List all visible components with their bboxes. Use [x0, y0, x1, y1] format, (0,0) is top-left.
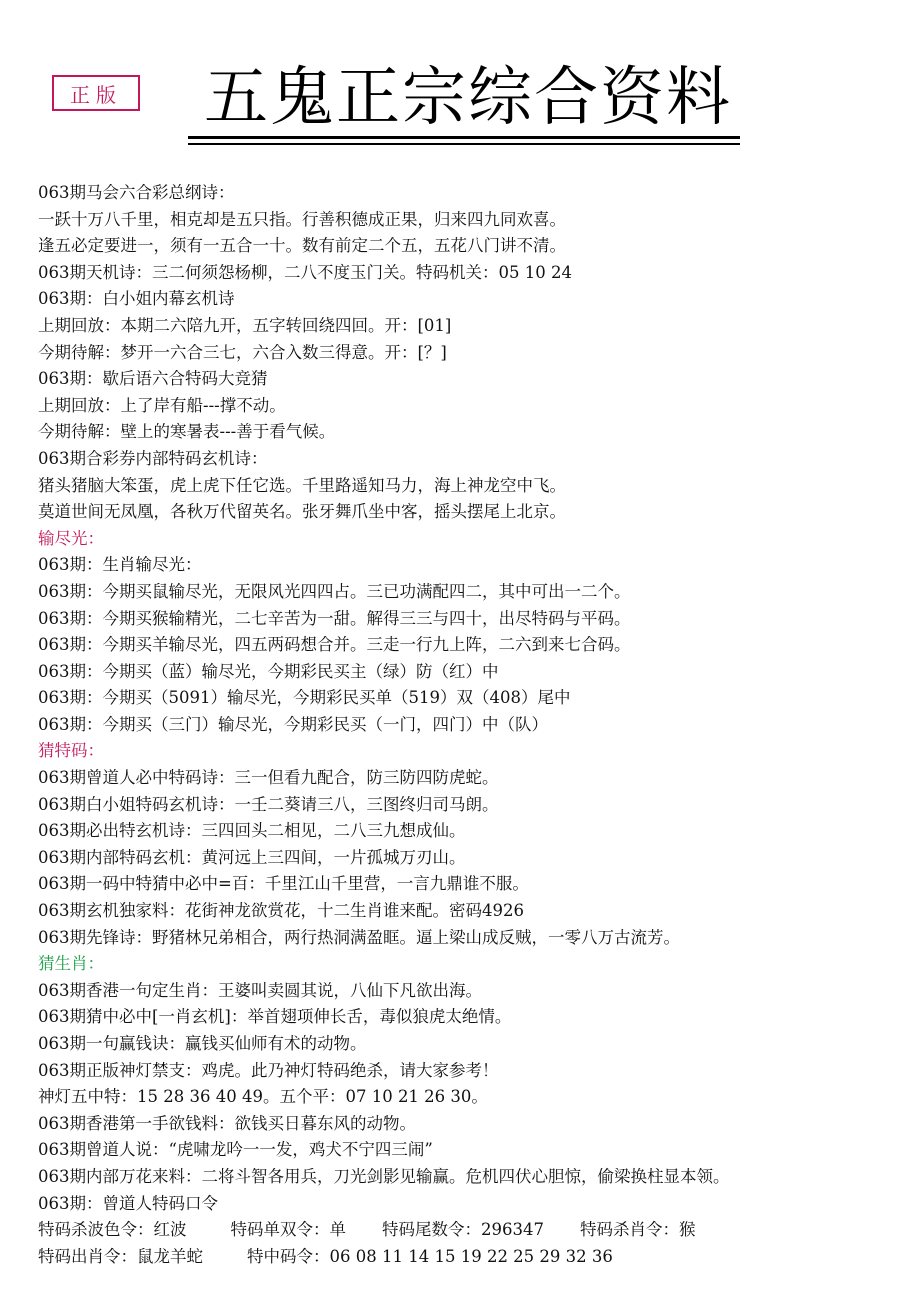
- text-line: 逢五必定要进一，须有一五合一十。数有前定二个五，五花八门讲不清。: [38, 236, 566, 256]
- text-line: 063期内部特码玄机：黄河远上三四间，一片孤城万刃山。: [38, 847, 466, 867]
- text-line: 063期猜中必中[一肖玄机]：举首翅项伸长舌，毒似狼虎太绝情。: [38, 1007, 512, 1027]
- text-line: 063期玄机独家料：花街神龙欲赏花，十二生肖谁来配。密码4926: [38, 901, 524, 921]
- tail-number-command: 特码尾数令：296347: [382, 1220, 544, 1240]
- text-line: 063期：今期买（5091）输尽光，今期彩民买单（519）双（408）尾中: [38, 688, 571, 708]
- title-underline-thin: [188, 143, 740, 145]
- text-line: 今期待解：梦开一六合三七，六合入数三得意。开：[？]: [38, 342, 447, 362]
- hit-number-command: 特中码令：06 08 11 14 15 19 22 25 29 32 36: [247, 1246, 613, 1266]
- text-line: 上期回放：本期二六陪九开，五字转回绕四回。开：[01]: [38, 315, 452, 335]
- text-line: 猪头猪脑大笨蛋，虎上虎下任它选。千里路遥知马力，海上神龙空中飞。: [38, 475, 566, 495]
- document-body: [38, 180, 888, 1270]
- text-line: 063期：歇后语六合特码大竞猜: [38, 369, 268, 389]
- text-line: 063期：白小姐内幕玄机诗: [38, 289, 235, 309]
- text-line: 063期一码中特猜中必中=百：千里江山千里营，一言九鼎谁不服。: [38, 874, 529, 894]
- text-line: 063期：今期买猴输精光，二七辛苦为一甜。解得三三与四十，出尽特码与平码。: [38, 608, 631, 628]
- text-line: 063期香港第一手欲钱料：欲钱买日暮东风的动物。: [38, 1113, 416, 1133]
- text-line: 063期正版神灯禁支：鸡虎。此乃神灯特码绝杀，请大家参考！: [38, 1060, 499, 1080]
- text-line: 063期曾道人必中特码诗：三一但看九配合，防三防四防虎蛇。: [38, 768, 499, 788]
- text-line: 063期先锋诗：野猪林兄弟相合，两行热洞满盈眶。逼上梁山成反贼，一零八万古流芳。: [38, 927, 680, 947]
- text-line: 莫道世间无凤凰，各秋万代留英名。张牙舞爪坐中客，摇头摆尾上北京。: [38, 502, 566, 522]
- text-line: 063期：今期买鼠输尽光，无限风光四四占。三已功满配四二，其中可出一二个。: [38, 581, 631, 601]
- text-line: 063期马会六合彩总纲诗：: [38, 183, 235, 202]
- text-line: 063期合彩券内部特码玄机诗：: [38, 448, 268, 468]
- section-heading: 猜生肖：: [38, 954, 104, 974]
- title-underline-thick: [188, 136, 740, 139]
- kill-color-command: 特码杀波色令：红波: [38, 1220, 187, 1240]
- text-line: 063期：今期买（蓝）输尽光，今期彩民买主（绿）防（红）中: [38, 661, 499, 681]
- command-row-2: [38, 1244, 888, 1271]
- genuine-stamp: 正版: [52, 75, 140, 111]
- text-line: 063期香港一句定生肖：王婆叫卖圆其说，八仙下凡欲出海。: [38, 980, 482, 1000]
- text-line: 063期白小姐特码玄机诗：一壬二葵请三八，三图终归司马朗。: [38, 794, 499, 814]
- text-line: 063期曾道人说：“虎啸龙吟一一发，鸡犬不宁四三闹”: [38, 1140, 433, 1160]
- text-line: 063期内部万花来料：二将斗智各用兵，刀光剑影见输赢。危机四伏心胆惊，偷梁换柱显本领。: [38, 1166, 730, 1186]
- text-line: 一跃十万八千里，相克却是五只指。行善积德成正果，归来四九同欢喜。: [38, 209, 566, 229]
- kill-zodiac-command: 特码杀肖令：猴: [580, 1220, 696, 1240]
- text-line: 神灯五中特：15 28 36 40 49。五个平：07 10 21 26 30。: [38, 1087, 488, 1107]
- text-line: 063期：今期买羊输尽光，四五两码想合并。三走一行九上阵，二六到来七合码。: [38, 635, 631, 655]
- text-line: 063期天机诗：三二何须怨杨柳，二八不度玉门关。特码机关：05 10 24: [38, 262, 572, 282]
- command-row-1: [38, 1217, 888, 1244]
- page-title: 五鬼正宗综合资料: [204, 61, 732, 135]
- text-line: 063期一句赢钱诀：赢钱买仙师有术的动物。: [38, 1034, 367, 1053]
- section-heading: 猜特码：: [38, 741, 104, 761]
- odd-even-command: 特码单双令：单: [230, 1220, 346, 1240]
- text-lines: [38, 180, 888, 1217]
- text-line: 今期待解：壁上的寒暑表---善于看气候。: [38, 422, 336, 442]
- text-line: 063期：曾道人特码口令: [38, 1193, 218, 1213]
- section-heading: 输尽光：: [38, 528, 104, 548]
- out-zodiac-command: 特码出肖令：鼠龙羊蛇: [38, 1246, 203, 1266]
- text-line: 063期必出特玄机诗：三四回头二相见，二八三九想成仙。: [38, 821, 466, 841]
- text-line: 063期：生肖输尽光：: [38, 555, 202, 575]
- text-line: 063期：今期买（三门）输尽光，今期彩民买（一门，四门）中（队）: [38, 714, 548, 734]
- text-line: 上期回放：上了岸有船---撑不动。: [38, 395, 286, 415]
